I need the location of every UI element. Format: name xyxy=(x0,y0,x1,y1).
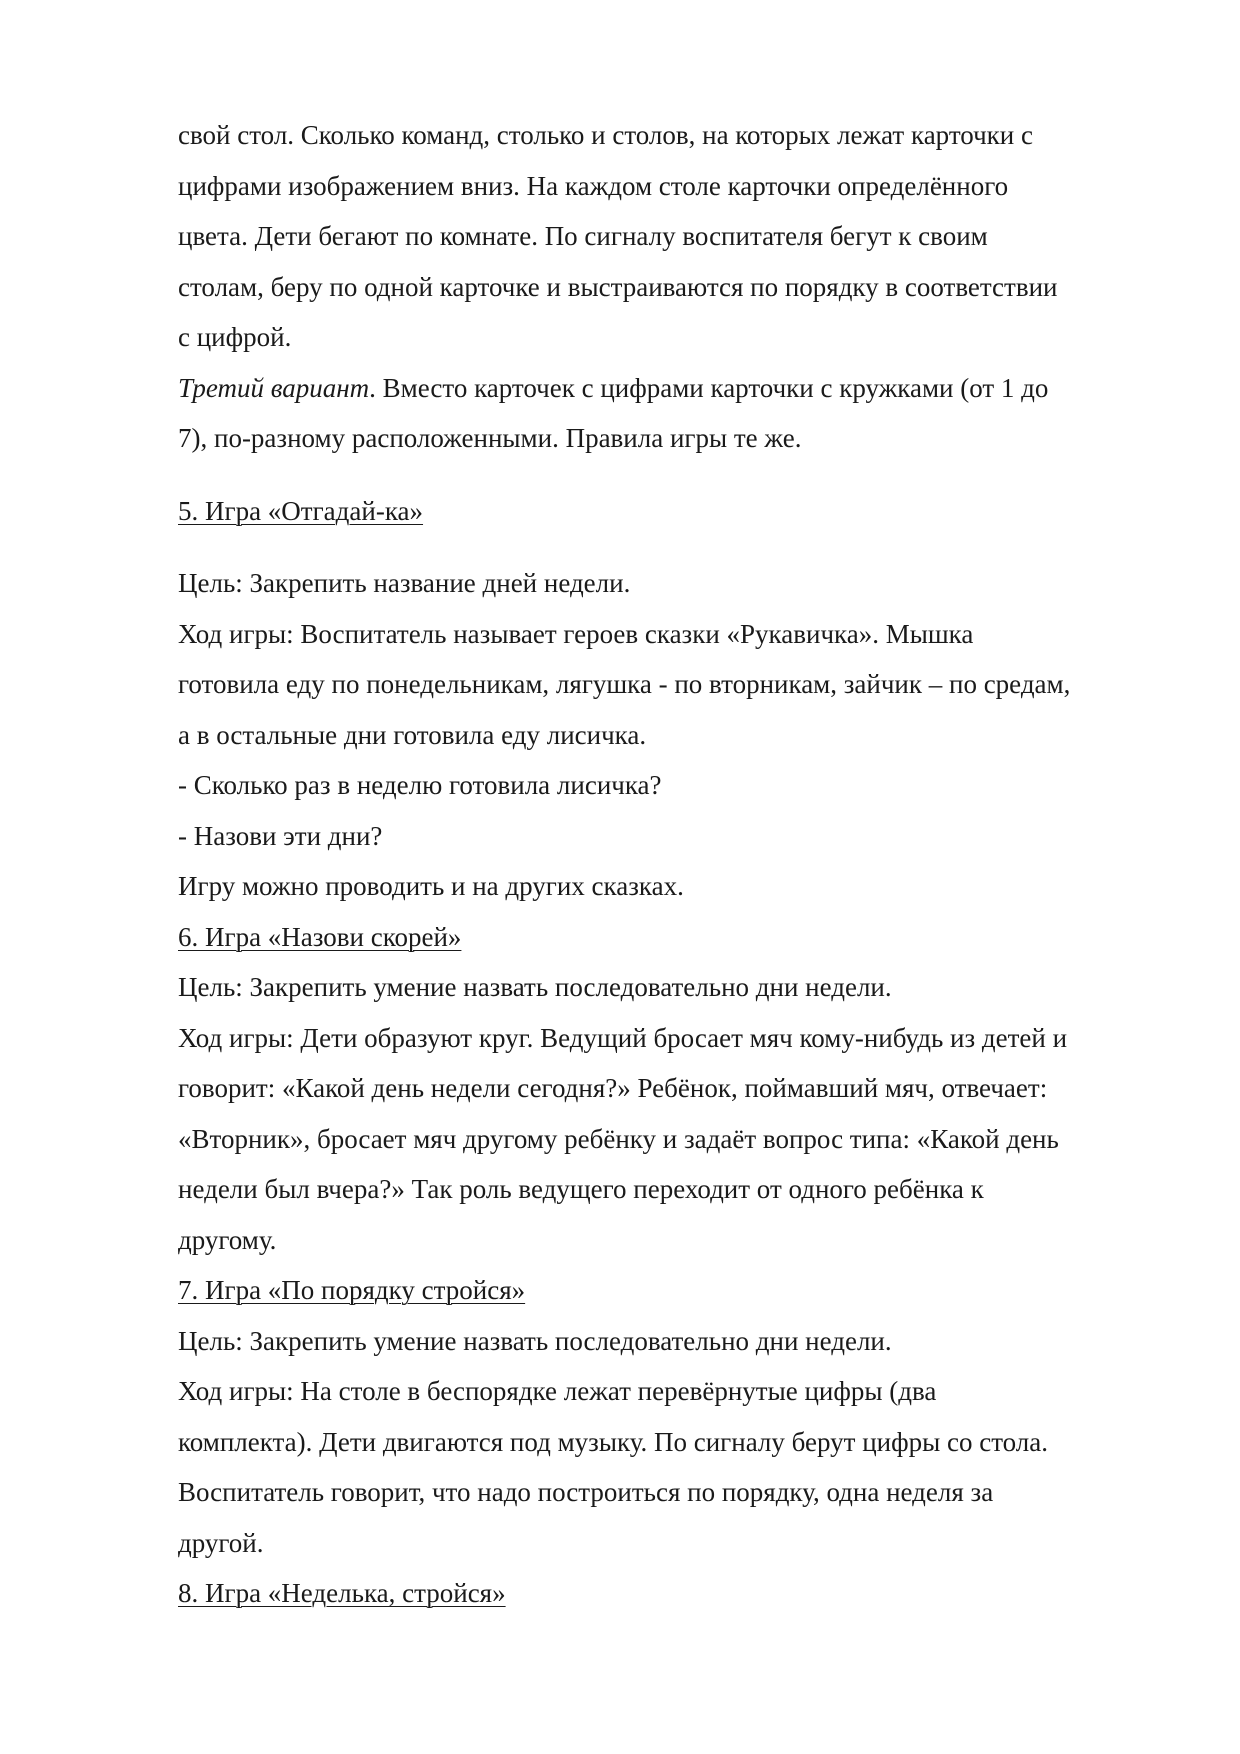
variant3-label: Третий вариант xyxy=(178,372,370,403)
text-line: комплекта). Дети двигаются под музыку. По сигналу берут цифры со стола. xyxy=(178,1426,1048,1457)
text-line: - Сколько раз в неделю готовила лисичка? xyxy=(178,770,662,800)
text-line: Воспитатель говорит, что надо построиться по порядку, одна неделя за xyxy=(178,1477,994,1507)
text-line: Ход игры: Дети образуют круг. Ведущий бросает мяч кому-нибудь из детей и xyxy=(178,1022,1068,1053)
text-line: с цифрой. xyxy=(178,322,292,352)
game7-heading: 7. Игра «По порядку стройся» xyxy=(178,1275,526,1305)
game6-heading: 6. Игра «Назови скорей» xyxy=(178,921,462,952)
game5-heading: 5. Игра «Отгадай-ка» xyxy=(178,495,424,526)
variant3-line xyxy=(178,363,1168,414)
text-line: говорит: «Какой день недели сегодня?» Ребёнок, поймавший мяч, отвечает: xyxy=(178,1073,1048,1103)
game8-heading: 8. Игра «Неделька, стройся» xyxy=(178,1578,506,1608)
text-line: а в остальные дни готовила еду лисичка. xyxy=(178,719,647,750)
text-line: 7), по-разному расположенными. Правила игры те же. xyxy=(178,423,802,453)
text-line: другому. xyxy=(178,1224,277,1255)
text-line: Цель: Закрепить умение назвать последовательно дни недели. xyxy=(178,972,892,1002)
text-line: Цель: Закрепить умение назвать последовательно дни недели. xyxy=(178,1325,892,1356)
text-line: столам, беру по одной карточке и выстраиваются по порядку в соответствии xyxy=(178,271,1058,302)
text-line: недели был вчера?» Так роль ведущего переходит от одного ребёнка к xyxy=(178,1174,984,1204)
text-line: другой. xyxy=(178,1527,264,1558)
text-line: Ход игры: Воспитатель называет героев сказки «Рукавичка». Мышка xyxy=(178,618,974,649)
text-line: - Назови эти дни? xyxy=(178,820,383,851)
text-line: цифрами изображением вниз. На каждом столе карточки определённого xyxy=(178,170,1009,201)
spacer xyxy=(178,464,1168,486)
text-line: цвета. Дети бегают по комнате. По сигналу воспитателя бегут к своим xyxy=(178,221,988,251)
spacer xyxy=(178,536,1168,558)
text-line: свой стол. Сколько команд, столько и столов, на которых лежат карточки с xyxy=(178,120,1033,150)
text-line: Цель: Закрепить название дней недели. xyxy=(178,568,631,598)
text-line: готовила еду по понедельникам, лягушка - по вторникам, зайчик – по средам, xyxy=(178,669,1071,699)
variant3-text: . Вместо карточек с цифрами карточки с кружками (от 1 до xyxy=(369,372,1049,403)
text-line: Ход игры: На столе в беспорядке лежат перевёрнутые цифры (два xyxy=(178,1376,937,1406)
text-line: Игру можно проводить и на других сказках. xyxy=(178,871,684,901)
document-body xyxy=(178,110,1168,1619)
text-line: «Вторник», бросает мяч другому ребёнку и задаёт вопрос типа: «Какой день xyxy=(178,1123,1059,1154)
